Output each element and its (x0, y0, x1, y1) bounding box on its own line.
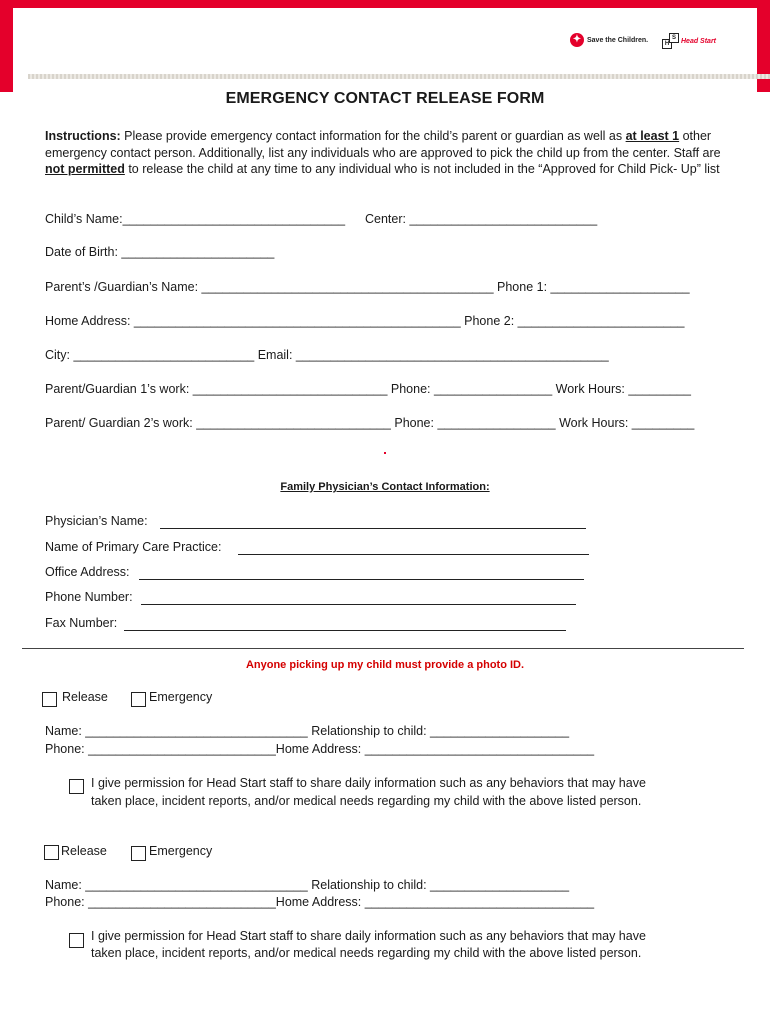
release-label: Release (62, 690, 108, 704)
guardian-1-work-field[interactable]: Parent/Guardian 1’s work: ____________________________ Phone: _________________ Work Hours: _________ (45, 382, 691, 396)
instructions-label: Instructions: (45, 129, 121, 143)
header-red-bar-left (0, 0, 13, 92)
instructions-paragraph (45, 128, 735, 178)
physician-name-label: Physician’s Name: (45, 514, 148, 528)
release-label: Release (61, 844, 107, 858)
physician-name-line[interactable] (160, 528, 586, 529)
instructions-text-3: to release the child at any time to any individual who is not included in the “Approved for Child Pick- Up” list (124, 162, 720, 177)
contact-name-relationship-field[interactable]: Name: ________________________________ Relationship to child: ____________________ (45, 878, 570, 892)
header-divider (28, 74, 770, 79)
contact-phone-address-field[interactable]: Phone: ___________________________Home Address: _________________________________ (45, 742, 595, 756)
emergency-checkbox[interactable] (131, 692, 146, 707)
head-start-logo (662, 33, 716, 49)
release-checkbox[interactable] (42, 692, 57, 707)
home-address-field[interactable]: Home Address: _______________________________________________ Phone 2: ________________________ (45, 314, 685, 328)
permission-checkbox[interactable] (69, 779, 84, 794)
save-the-children-text: Save the Children. (587, 36, 649, 44)
emergency-checkbox[interactable] (131, 846, 146, 861)
head-start-text: Head Start (681, 37, 717, 45)
photo-id-notice: Anyone picking up my child must provide a photo ID. (245, 659, 525, 671)
office-address-line[interactable] (139, 579, 584, 580)
permission-text-line-2: taken place, incident reports, and/or medical needs regarding my child with the above listed person. (91, 794, 642, 808)
office-address-label: Office Address: (45, 565, 130, 579)
emergency-label: Emergency (149, 844, 213, 858)
save-the-children-icon: ✦ (570, 33, 584, 47)
instructions-emphasis-1: at least 1 (625, 129, 680, 143)
phone-number-line[interactable] (141, 604, 576, 605)
header-red-band (0, 0, 770, 8)
emergency-label: Emergency (149, 690, 213, 704)
instructions-text-1: Please provide emergency contact information for the child’s parent or guardian as well as (120, 129, 626, 143)
primary-care-line[interactable] (238, 554, 589, 555)
childs-name-field[interactable]: Child’s Name:________________________________ (45, 212, 346, 226)
permission-text-line-1: I give permission for Head Start staff to share daily information such as any behaviors that may have (91, 776, 646, 790)
save-the-children-logo (570, 33, 648, 47)
permission-text-line-1: I give permission for Head Start staff to share daily information such as any behaviors that may have (91, 929, 646, 943)
instructions-emphasis-2: not permitted (45, 162, 125, 177)
release-checkbox[interactable] (44, 845, 59, 860)
instructions-text-2: other emergency contact person. Additionally, list any individuals who are approved to pick the child up from the center. Staff are (45, 129, 721, 160)
blocks-icon: H S (662, 33, 678, 49)
page-title: EMERGENCY CONTACT RELEASE FORM (225, 90, 545, 107)
primary-care-label: Name of Primary Care Practice: (45, 540, 222, 554)
center-field[interactable]: Center: ___________________________ (365, 212, 598, 226)
phone-number-label: Phone Number: (45, 590, 133, 604)
permission-text-line-2: taken place, incident reports, and/or medical needs regarding my child with the above listed person. (91, 946, 642, 960)
fax-number-line[interactable] (124, 630, 566, 631)
guardian-2-work-field[interactable]: Parent/ Guardian 2’s work: ____________________________ Phone: _________________ Work Hours: _________ (45, 416, 695, 430)
parent-guardian-name-field[interactable]: Parent’s /Guardian’s Name: __________________________________________ Phone 1: ____________________ (45, 280, 690, 294)
physician-section-title: Family Physician’s Contact Information: (280, 481, 490, 493)
date-of-birth-field[interactable]: Date of Birth: ______________________ (45, 245, 275, 259)
section-divider (22, 648, 744, 649)
contact-name-relationship-field[interactable]: Name: ________________________________ Relationship to child: ____________________ (45, 724, 570, 738)
contact-phone-address-field[interactable]: Phone: ___________________________Home Address: _________________________________ (45, 895, 595, 909)
fax-number-label: Fax Number: (45, 616, 118, 630)
city-email-field[interactable]: City: __________________________ Email: _____________________________________________ (45, 348, 609, 362)
permission-checkbox[interactable] (69, 933, 84, 948)
stray-mark (384, 452, 386, 454)
